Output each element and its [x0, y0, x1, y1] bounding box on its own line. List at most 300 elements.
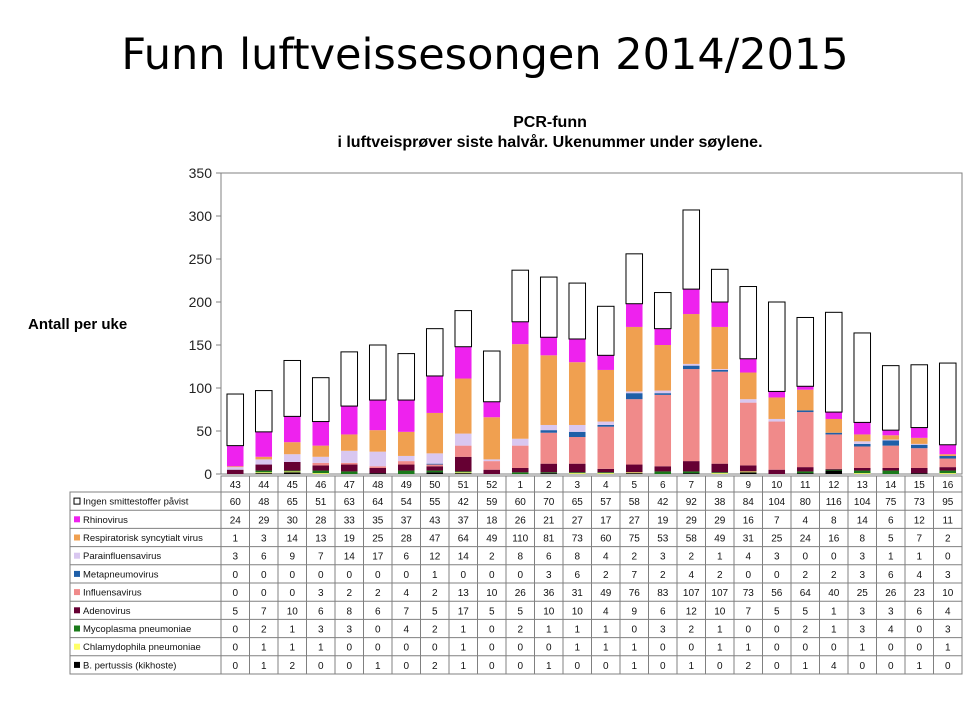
data-label: 17: [457, 606, 469, 618]
data-label: 0: [688, 642, 695, 654]
data-label: 83: [657, 588, 669, 600]
data-label: 49: [600, 588, 612, 600]
bar-segment-metapneumovirus: [426, 464, 443, 465]
data-label: 21: [543, 515, 555, 527]
data-label: 64: [457, 533, 469, 545]
bar-segment-metapneumovirus: [939, 456, 956, 459]
data-label: 4: [602, 551, 609, 563]
data-label: 1: [260, 642, 267, 654]
bar-segment-adenovirus: [512, 468, 529, 472]
bar-segment-influensavirus: [854, 446, 871, 468]
data-label: 1: [916, 551, 923, 563]
bar-segment-mycoplasma-pneumoniae: [398, 471, 415, 474]
bar-segment-ingen-smittestoffer-p-vist: [597, 306, 614, 355]
legend-key-ingen-smittestoffer-p-vist: [74, 498, 80, 504]
data-label: 10: [942, 588, 954, 600]
data-label: 1: [830, 624, 837, 636]
data-label: 2: [802, 624, 809, 636]
data-label: 25: [856, 588, 868, 600]
bar-segment-influensavirus: [626, 399, 643, 464]
x-tick-label: 5: [631, 480, 638, 491]
bar-segment-ingen-smittestoffer-p-vist: [654, 293, 671, 329]
data-label: 10: [714, 606, 726, 618]
bar-segment-metapneumovirus: [683, 366, 700, 369]
bar-segment-parainfluensavirus: [512, 439, 529, 446]
bar-segment-rhinovirus: [455, 347, 472, 379]
data-label: 0: [374, 642, 381, 654]
legend-key-chlamydophila-pneumoniae: [74, 644, 80, 650]
bar-segment-influensavirus: [711, 372, 728, 464]
bar-segment-rhinovirus: [540, 337, 557, 355]
bar-segment-mycoplasma-pneumoniae: [797, 471, 814, 473]
bar-segment-b-pertussis-kikhoste: [740, 472, 757, 474]
bar-segment-parainfluensavirus: [654, 391, 671, 394]
legend-label-b-pertussis-kikhoste: B. pertussis (kikhoste): [83, 660, 177, 672]
data-label: 0: [403, 642, 410, 654]
bar-segment-ingen-smittestoffer-p-vist: [284, 360, 301, 416]
bar-segment-parainfluensavirus: [227, 467, 244, 470]
bar-segment-metapneumovirus: [882, 440, 899, 445]
bar-segment-respiratorisk-syncytialt-virus: [768, 397, 785, 419]
data-label: 59: [486, 497, 498, 509]
bar-segment-chlamydophila-pneumoniae: [854, 473, 871, 474]
data-label: 0: [289, 569, 296, 581]
bar-segment-metapneumovirus: [540, 430, 557, 433]
data-label: 4: [602, 606, 609, 618]
data-label: 1: [574, 642, 581, 654]
bar-segment-mycoplasma-pneumoniae: [455, 471, 472, 472]
bar-segment-rhinovirus: [654, 329, 671, 345]
bar-segment-mycoplasma-pneumoniae: [341, 471, 358, 474]
data-label: 28: [400, 533, 412, 545]
legend-label-parainfluensavirus: Parainfluensavirus: [83, 551, 162, 563]
bar-segment-ingen-smittestoffer-p-vist: [797, 317, 814, 386]
data-label: 0: [517, 642, 524, 654]
bar-segment-influensavirus: [939, 459, 956, 468]
data-label: 28: [315, 515, 327, 527]
data-label: 0: [488, 624, 495, 636]
data-label: 6: [545, 551, 552, 563]
x-tick-label: 48: [372, 480, 384, 491]
data-label: 0: [659, 642, 666, 654]
bar-segment-rhinovirus: [825, 412, 842, 419]
data-label: 7: [916, 533, 923, 545]
bar-segment-influensavirus: [597, 427, 614, 469]
data-label: 6: [887, 569, 894, 581]
data-label: 12: [913, 515, 925, 527]
bar-segment-parainfluensavirus: [483, 459, 500, 461]
bar-segment-chlamydophila-pneumoniae: [312, 473, 329, 474]
x-tick-label: 6: [659, 480, 666, 491]
data-label: 0: [488, 569, 495, 581]
data-label: 4: [916, 569, 923, 581]
bar-segment-parainfluensavirus: [255, 459, 272, 464]
bar-segment-mycoplasma-pneumoniae: [540, 472, 557, 473]
legend-key-respiratorisk-syncytialt-virus: [74, 535, 80, 541]
bar-segment-rhinovirus: [740, 359, 757, 373]
data-label: 0: [545, 642, 552, 654]
bar-segment-parainfluensavirus: [341, 451, 358, 463]
data-label: 0: [944, 551, 951, 563]
y-tick-label: 150: [188, 337, 212, 353]
data-label: 1: [631, 642, 638, 654]
bar-segment-adenovirus: [683, 461, 700, 471]
data-label: 110: [512, 533, 529, 545]
data-label: 26: [514, 515, 526, 527]
data-label: 76: [628, 588, 640, 600]
bar-segment-adenovirus: [369, 468, 386, 473]
bar-segment-ingen-smittestoffer-p-vist: [911, 365, 928, 428]
data-label: 1: [631, 660, 638, 672]
data-label: 2: [517, 624, 524, 636]
bar-segment-b-pertussis-kikhoste: [911, 473, 928, 474]
bar-segment-respiratorisk-syncytialt-virus: [683, 314, 700, 364]
data-label: 57: [600, 497, 612, 509]
data-label: 0: [716, 660, 723, 672]
data-label: 1: [859, 642, 866, 654]
bar-segment-ingen-smittestoffer-p-vist: [825, 312, 842, 412]
data-label: 0: [232, 588, 239, 600]
bar-segment-chlamydophila-pneumoniae: [626, 472, 643, 473]
bar-segment-b-pertussis-kikhoste: [426, 472, 443, 474]
data-label: 37: [400, 515, 412, 527]
data-label: 0: [773, 642, 780, 654]
bar-segment-chlamydophila-pneumoniae: [255, 472, 272, 473]
bar-segment-adenovirus: [597, 469, 614, 472]
data-label: 7: [403, 606, 410, 618]
bar-segment-chlamydophila-pneumoniae: [569, 473, 586, 474]
bar-segment-b-pertussis-kikhoste: [540, 473, 557, 474]
legend-key-b-pertussis-kikhoste: [74, 662, 80, 668]
data-label: 1: [745, 642, 752, 654]
bar-segment-mycoplasma-pneumoniae: [711, 472, 728, 473]
data-label: 0: [773, 660, 780, 672]
data-label: 0: [403, 569, 410, 581]
data-label: 1: [602, 624, 609, 636]
data-label: 1: [688, 660, 695, 672]
data-label: 81: [543, 533, 555, 545]
bar-segment-respiratorisk-syncytialt-virus: [939, 454, 956, 456]
bar-segment-respiratorisk-syncytialt-virus: [740, 373, 757, 400]
data-label: 5: [488, 606, 495, 618]
data-label: 0: [346, 569, 353, 581]
data-label: 65: [571, 497, 583, 509]
bar-segment-respiratorisk-syncytialt-virus: [227, 466, 244, 467]
bar-segment-rhinovirus: [569, 339, 586, 362]
data-label: 3: [659, 551, 666, 563]
bar-segment-influensavirus: [740, 403, 757, 466]
legend-label-ingen-smittestoffer-p-vist: Ingen smittestoffer påvist: [83, 496, 189, 508]
data-label: 0: [631, 624, 638, 636]
data-label: 3: [887, 606, 894, 618]
data-label: 0: [830, 551, 837, 563]
bar-segment-mycoplasma-pneumoniae: [312, 471, 329, 474]
bar-segment-chlamydophila-pneumoniae: [455, 472, 472, 473]
data-label: 1: [431, 569, 438, 581]
data-label: 42: [657, 497, 669, 509]
data-label: 80: [799, 497, 811, 509]
data-label: 5: [887, 533, 894, 545]
data-label: 3: [859, 624, 866, 636]
data-label: 58: [685, 533, 697, 545]
data-label: 84: [742, 497, 754, 509]
data-label: 3: [545, 569, 552, 581]
data-label: 19: [657, 515, 669, 527]
data-label: 0: [403, 660, 410, 672]
bar-segment-respiratorisk-syncytialt-virus: [455, 379, 472, 434]
bar-segment-parainfluensavirus: [854, 441, 871, 444]
bar-segment-rhinovirus: [312, 422, 329, 446]
bar-segment-ingen-smittestoffer-p-vist: [312, 378, 329, 422]
data-label: 19: [343, 533, 355, 545]
bar-segment-influensavirus: [768, 422, 785, 470]
data-label: 4: [745, 551, 752, 563]
legend-label-chlamydophila-pneumoniae: Chlamydophila pneumoniae: [83, 642, 201, 654]
data-label: 0: [346, 642, 353, 654]
data-label: 14: [457, 551, 469, 563]
bar-segment-rhinovirus: [512, 322, 529, 344]
data-label: 25: [372, 533, 384, 545]
data-label: 6: [574, 569, 581, 581]
data-label: 2: [745, 660, 752, 672]
data-label: 73: [742, 588, 754, 600]
bar-segment-respiratorisk-syncytialt-virus: [654, 345, 671, 391]
bar-segment-rhinovirus: [369, 400, 386, 430]
legend-key-rhinovirus: [74, 516, 80, 522]
data-label: 11: [942, 515, 953, 527]
data-label: 24: [229, 515, 241, 527]
data-label: 73: [913, 497, 925, 509]
data-label: 0: [517, 660, 524, 672]
bar-segment-ingen-smittestoffer-p-vist: [740, 287, 757, 359]
bar-segment-influensavirus: [825, 434, 842, 468]
data-label: 1: [374, 660, 381, 672]
bar-segment-mycoplasma-pneumoniae: [569, 472, 586, 473]
bar-segment-parainfluensavirus: [455, 434, 472, 446]
data-label: 5: [232, 606, 239, 618]
bar-segment-metapneumovirus: [911, 445, 928, 448]
legend-key-metapneumovirus: [74, 571, 80, 577]
data-label: 60: [514, 497, 526, 509]
bar-segment-b-pertussis-kikhoste: [797, 473, 814, 474]
data-label: 4: [688, 569, 695, 581]
data-label: 3: [944, 624, 951, 636]
bar-segment-influensavirus: [455, 446, 472, 457]
bar-segment-parainfluensavirus: [597, 422, 614, 425]
bar-segment-rhinovirus: [483, 402, 500, 417]
bar-segment-respiratorisk-syncytialt-virus: [512, 344, 529, 439]
data-label: 10: [571, 606, 583, 618]
data-label: 8: [346, 606, 353, 618]
data-label: 14: [343, 551, 355, 563]
data-label: 0: [317, 660, 324, 672]
bar-segment-parainfluensavirus: [740, 399, 757, 402]
data-label: 1: [289, 624, 296, 636]
bar-segment-adenovirus: [284, 462, 301, 471]
bar-segment-parainfluensavirus: [540, 425, 557, 430]
data-label: 47: [429, 533, 441, 545]
bar-segment-b-pertussis-kikhoste: [683, 473, 700, 474]
data-label: 5: [802, 606, 809, 618]
chart-title-line-1: PCR-funn: [513, 114, 587, 131]
bar-segment-rhinovirus: [426, 376, 443, 413]
legend-key-adenovirus: [74, 607, 80, 613]
data-label: 40: [828, 588, 840, 600]
bar-segment-rhinovirus: [768, 391, 785, 397]
bar-segment-respiratorisk-syncytialt-virus: [369, 430, 386, 452]
data-label: 3: [859, 569, 866, 581]
data-label: 75: [628, 533, 640, 545]
bar-segment-metapneumovirus: [597, 425, 614, 427]
bar-segment-ingen-smittestoffer-p-vist: [882, 366, 899, 431]
bar-segment-mycoplasma-pneumoniae: [939, 471, 956, 474]
y-tick-label: 200: [188, 294, 212, 310]
bar-segment-b-pertussis-kikhoste: [455, 473, 472, 474]
x-tick-label: 4: [602, 480, 609, 491]
bar-segment-mycoplasma-pneumoniae: [255, 471, 272, 473]
data-label: 2: [716, 569, 723, 581]
bar-segment-parainfluensavirus: [911, 444, 928, 445]
bar-segment-rhinovirus: [882, 430, 899, 435]
data-label: 43: [429, 515, 441, 527]
bar-segment-chlamydophila-pneumoniae: [740, 471, 757, 472]
data-label: 6: [403, 551, 410, 563]
bar-segment-chlamydophila-pneumoniae: [597, 473, 614, 474]
bar-segment-rhinovirus: [255, 432, 272, 457]
bar-segment-ingen-smittestoffer-p-vist: [711, 269, 728, 302]
data-label: 1: [916, 660, 923, 672]
data-label: 3: [346, 624, 353, 636]
bar-segment-influensavirus: [797, 412, 814, 467]
bar-segment-chlamydophila-pneumoniae: [284, 471, 301, 472]
data-label: 8: [574, 551, 581, 563]
data-label: 30: [286, 515, 298, 527]
bar-segment-mycoplasma-pneumoniae: [426, 471, 443, 473]
data-label: 63: [343, 497, 355, 509]
data-label: 2: [830, 569, 837, 581]
bar-segment-influensavirus: [540, 433, 557, 464]
x-tick-label: 1: [517, 480, 524, 491]
data-label: 37: [457, 515, 469, 527]
data-label: 107: [682, 588, 700, 600]
slide-title: Funn luftveissesongen 2014/2015: [121, 30, 849, 80]
bar-segment-chlamydophila-pneumoniae: [711, 473, 728, 474]
data-label: 4: [944, 606, 951, 618]
bar-segment-adenovirus: [911, 468, 928, 473]
data-label: 64: [372, 497, 384, 509]
data-label: 10: [486, 588, 498, 600]
data-label: 1: [716, 551, 723, 563]
data-label: 3: [944, 569, 951, 581]
plot-area: [221, 173, 962, 474]
data-label: 35: [372, 515, 384, 527]
data-label: 0: [916, 624, 923, 636]
data-label: 64: [799, 588, 811, 600]
data-label: 1: [887, 551, 894, 563]
bar-segment-mycoplasma-pneumoniae: [654, 471, 671, 474]
bar-segment-respiratorisk-syncytialt-virus: [797, 390, 814, 411]
x-tick-label: 51: [457, 480, 469, 491]
data-label: 3: [859, 551, 866, 563]
bar-segment-respiratorisk-syncytialt-virus: [540, 355, 557, 425]
data-label: 38: [714, 497, 726, 509]
legend-label-rhinovirus: Rhinovirus: [83, 514, 128, 526]
bar-segment-respiratorisk-syncytialt-virus: [825, 419, 842, 433]
bar-segment-influensavirus: [569, 437, 586, 464]
x-tick-label: 43: [229, 480, 241, 491]
bar-segment-parainfluensavirus: [569, 425, 586, 432]
bar-segment-rhinovirus: [284, 416, 301, 442]
bar-segment-ingen-smittestoffer-p-vist: [683, 210, 700, 289]
bar-segment-ingen-smittestoffer-p-vist: [426, 329, 443, 376]
data-label: 2: [346, 588, 353, 600]
bar-segment-ingen-smittestoffer-p-vist: [255, 391, 272, 432]
bar-segment-ingen-smittestoffer-p-vist: [341, 352, 358, 406]
data-label: 4: [830, 660, 837, 672]
bar-segment-metapneumovirus: [854, 444, 871, 447]
data-label: 1: [545, 660, 552, 672]
x-tick-label: 8: [716, 480, 723, 491]
bar-segment-respiratorisk-syncytialt-virus: [483, 417, 500, 459]
data-label: 16: [742, 515, 754, 527]
bar-segment-rhinovirus: [227, 446, 244, 467]
data-label: 2: [260, 624, 267, 636]
data-label: 6: [887, 515, 894, 527]
bar-segment-ingen-smittestoffer-p-vist: [939, 363, 956, 445]
bar-segment-respiratorisk-syncytialt-virus: [341, 434, 358, 450]
x-tick-label: 46: [315, 480, 327, 491]
legend-label-mycoplasma-pneumoniae: Mycoplasma pneumoniae: [83, 624, 192, 635]
data-label: 12: [685, 606, 697, 618]
bar-segment-metapneumovirus: [711, 370, 728, 372]
data-label: 0: [260, 588, 267, 600]
bar-segment-influensavirus: [654, 395, 671, 466]
legend-key-influensavirus: [74, 589, 80, 595]
bar-segment-influensavirus: [882, 446, 899, 468]
data-label: 9: [289, 551, 296, 563]
data-label: 42: [457, 497, 469, 509]
data-label: 60: [600, 533, 612, 545]
data-label: 75: [885, 497, 897, 509]
bar-segment-ingen-smittestoffer-p-vist: [768, 302, 785, 391]
bar-segment-respiratorisk-syncytialt-virus: [398, 432, 415, 456]
data-label: 18: [486, 515, 498, 527]
bar-segment-ingen-smittestoffer-p-vist: [569, 283, 586, 339]
data-label: 14: [286, 533, 298, 545]
bar-segment-respiratorisk-syncytialt-virus: [255, 457, 272, 460]
bar-segment-rhinovirus: [854, 422, 871, 434]
data-label: 0: [802, 642, 809, 654]
bar-segment-mycoplasma-pneumoniae: [882, 471, 899, 474]
bar-segment-rhinovirus: [911, 428, 928, 438]
x-tick-label: 15: [913, 480, 925, 491]
x-tick-label: 49: [400, 480, 412, 491]
bar-segment-adenovirus: [398, 465, 415, 471]
bar-segment-parainfluensavirus: [284, 454, 301, 462]
data-label: 36: [543, 588, 555, 600]
bar-segment-adenovirus: [455, 457, 472, 472]
data-label: 4: [802, 515, 809, 527]
x-tick-label: 50: [429, 480, 441, 491]
x-tick-label: 16: [942, 480, 954, 491]
bar-segment-metapneumovirus: [569, 432, 586, 437]
legend-key-parainfluensavirus: [74, 553, 80, 559]
bar-segment-rhinovirus: [626, 304, 643, 327]
data-label: 25: [771, 533, 783, 545]
bar-segment-adenovirus: [483, 470, 500, 474]
x-tick-label: 9: [745, 480, 752, 491]
data-label: 55: [429, 497, 441, 509]
